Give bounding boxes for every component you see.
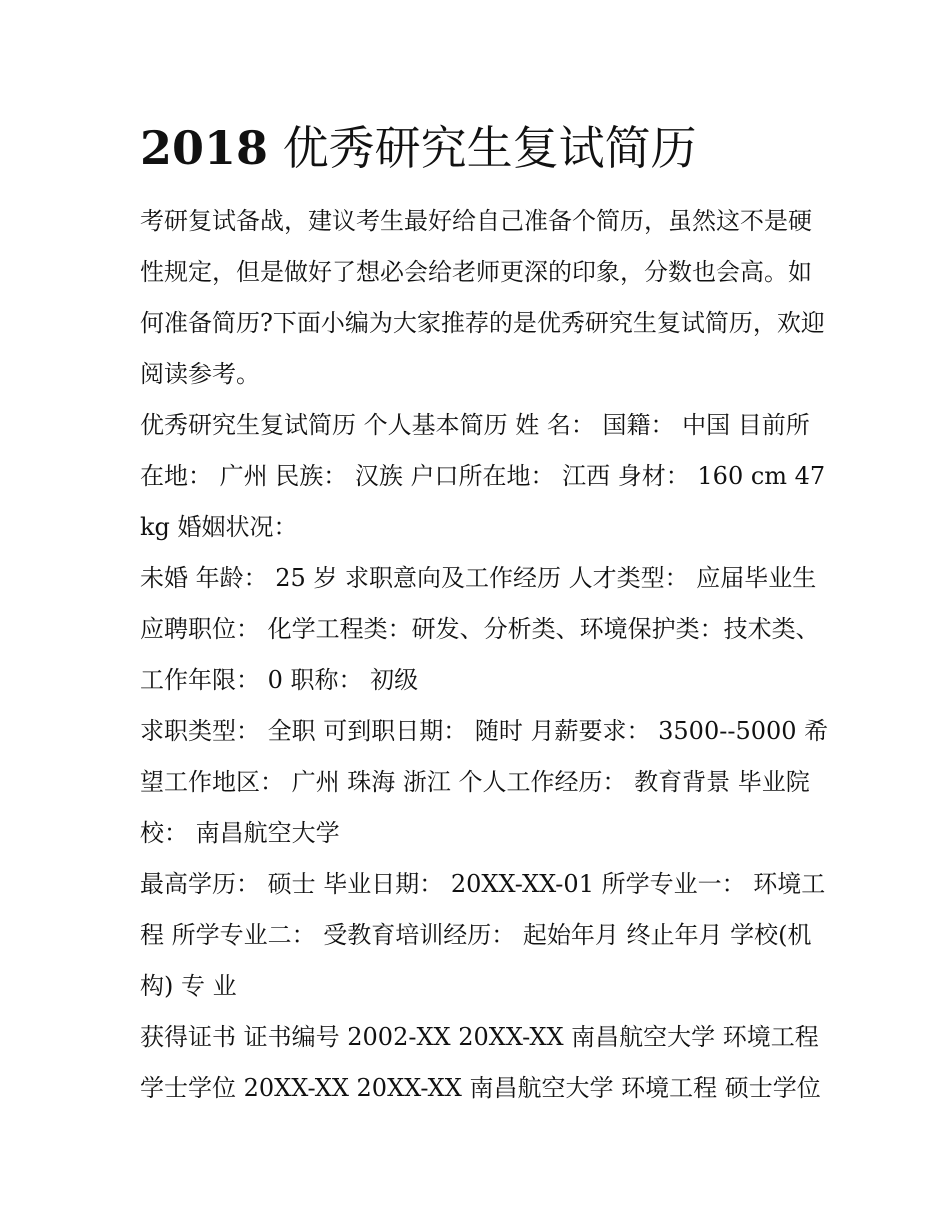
- document-title: [140, 112, 830, 184]
- education-paragraph: 最高学历： 硕士 毕业日期： 20XX-XX-01 所学专业一： 环境工程 所学专业二： 受教育培训经历： 起始年月 终止年月 学校(机构) 专 业: [140, 870, 826, 1000]
- document-page: [140, 112, 830, 1114]
- job-intention-paragraph: 未婚 年龄： 25 岁 求职意向及工作经历 人才类型： 应届毕业生 应聘职位： 化学工程类：研发、分析类、环境保护类：技术类、 工作年限： 0 职称： 初级: [140, 564, 820, 694]
- basic-info-paragraph: 优秀研究生复试简历 个人基本简历 姓 名： 国籍： 中国 目前所在地： 广州 民族： 汉族 户口所在地： 江西 身材： 160 cm 47 kg 婚姻状况：: [140, 411, 826, 541]
- title-text: 优秀研究生复试简历: [282, 121, 697, 175]
- title-year: 2018: [140, 121, 269, 175]
- intro-paragraph: 考研复试备战，建议考生最好给自己准备个简历，虽然这不是硬性规定，但是做好了想必会给老师更深的印象，分数也会高。如何准备简历?下面小编为大家推荐的是优秀研究生复试简历，欢迎阅读参考。: [140, 207, 825, 388]
- certificates-paragraph: 获得证书 证书编号 2002-XX 20XX-XX 南昌航空大学 环境工程 学士学位 20XX-XX 20XX-XX 南昌航空大学 环境工程 硕士学位: [140, 1023, 821, 1102]
- job-type-paragraph: 求职类型： 全职 可到职日期： 随时 月薪要求： 3500--5000 希望工作地区： 广州 珠海 浙江 个人工作经历： 教育背景 毕业院校： 南昌航空大学: [140, 717, 829, 847]
